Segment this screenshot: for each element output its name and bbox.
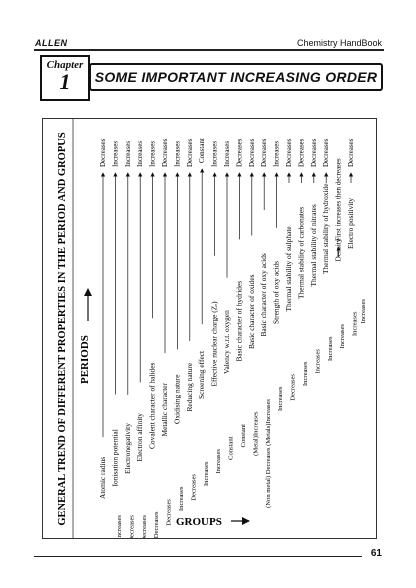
period-trend: Decreases [347, 138, 355, 167]
period-trend: Increases [272, 140, 281, 167]
period-trend: Increases [136, 140, 145, 167]
property-name: Ionisation potential [110, 429, 120, 487]
group-trend: Decreases [289, 374, 297, 401]
chapter-label: Chapter [46, 59, 84, 71]
period-trend: Decreases [247, 138, 256, 167]
page-number: 61 [370, 548, 382, 559]
property-name: Electronegativity [122, 423, 132, 474]
property-name: Valency w.r.t. oxygen [222, 310, 231, 374]
group-trend: (Metal)Increases [252, 411, 260, 456]
chapter-title: SOME IMPORTANT INCREASING ORDER [94, 69, 378, 85]
header-rule [34, 49, 384, 51]
chapter-title-box [89, 63, 383, 91]
group-trend: Increases [277, 386, 285, 412]
chapter-number: 1 [59, 69, 71, 94]
group-trend: Increases [314, 349, 322, 374]
group-trend: Increases [339, 324, 347, 349]
property-name: Metallic character [160, 382, 169, 437]
book-title: Chemistry HandBook [296, 38, 382, 48]
trend-diagram [43, 119, 376, 538]
period-trend: Increases [210, 140, 219, 167]
group-trend: Constant [227, 436, 235, 460]
period-trend: Decreases [260, 138, 269, 167]
group-trend: Decreases [190, 474, 198, 501]
period-trend: Constant [198, 138, 207, 163]
property-name: Thermal stability of sulphate [284, 226, 293, 312]
property-name: Basic character of hydrides [234, 280, 244, 362]
property-name: Thermal stability of carbonates [296, 206, 306, 299]
period-trend: Decreases [322, 138, 331, 167]
period-trend: Decreases [235, 138, 244, 167]
period-trend: Decreases [309, 138, 318, 167]
period-trend: Decreases [99, 138, 107, 167]
property-name: Thermal stability of hydroxide [321, 183, 331, 274]
property-name: Density [333, 238, 343, 262]
property-name: Thermal stability of nitrates [308, 204, 318, 287]
periods-label: PERIODS [79, 335, 91, 384]
property-name: Screening effect [197, 350, 207, 399]
chapter-badge [40, 55, 90, 101]
period-trend: Decreases [185, 138, 194, 167]
group-trend: Decreases [140, 515, 148, 538]
period-trend: Decreases [285, 138, 293, 167]
period-trend: Increases [111, 140, 120, 167]
group-trend: Increases [202, 461, 210, 487]
period-trend: Decreases [297, 138, 306, 167]
group-trend: Increases [351, 311, 359, 337]
publisher-logo: ALLEN [35, 38, 68, 48]
group-trend: Increases [215, 449, 223, 474]
group-trend: Increases [302, 361, 309, 387]
property-name: Effective nuclear charge (Zₑ) [209, 301, 219, 387]
trend-table [42, 118, 377, 539]
group-trend: Increases [178, 486, 185, 512]
group-trend: Increases [326, 336, 334, 362]
property-name: Atomic radius [98, 456, 107, 499]
group-trend: Constant [240, 424, 247, 448]
group-trend: Decreases [165, 499, 173, 526]
period-trend: Increases [223, 140, 231, 167]
period-trend: First increases then decreases [334, 158, 343, 241]
period-trend: Increases [148, 140, 157, 167]
groups-label: GROUPS [176, 516, 222, 528]
group-trend: Decreases [128, 515, 136, 538]
period-trend: Increases [123, 140, 132, 167]
period-trend: Increases [173, 140, 182, 167]
property-name: Strength of oxy acids [271, 260, 281, 324]
property-name: Oxidising nature [172, 374, 182, 424]
group-trend: (Non metal) Decreases (Metals)Increases [264, 399, 272, 508]
footer-rule [34, 556, 362, 557]
property-name: Basic character of oxides [246, 274, 256, 349]
period-trend: Decreases [161, 138, 169, 167]
group-trend: Increases [360, 299, 367, 324]
property-name: Basic character of oxy acids [259, 253, 269, 337]
property-name: Covalent character of halides [147, 362, 157, 449]
property-name: Reducing nature [184, 362, 194, 412]
group-trend: Increases [116, 515, 123, 538]
table-heading: GENERAL TREND OF DIFFERENT PROPERTIES IN THE PERIOD AND GROPUS [57, 132, 68, 526]
property-name: Electro positivity [346, 197, 355, 249]
property-name: Electron affinity [135, 412, 145, 462]
group-trend: Decreases [153, 511, 161, 538]
